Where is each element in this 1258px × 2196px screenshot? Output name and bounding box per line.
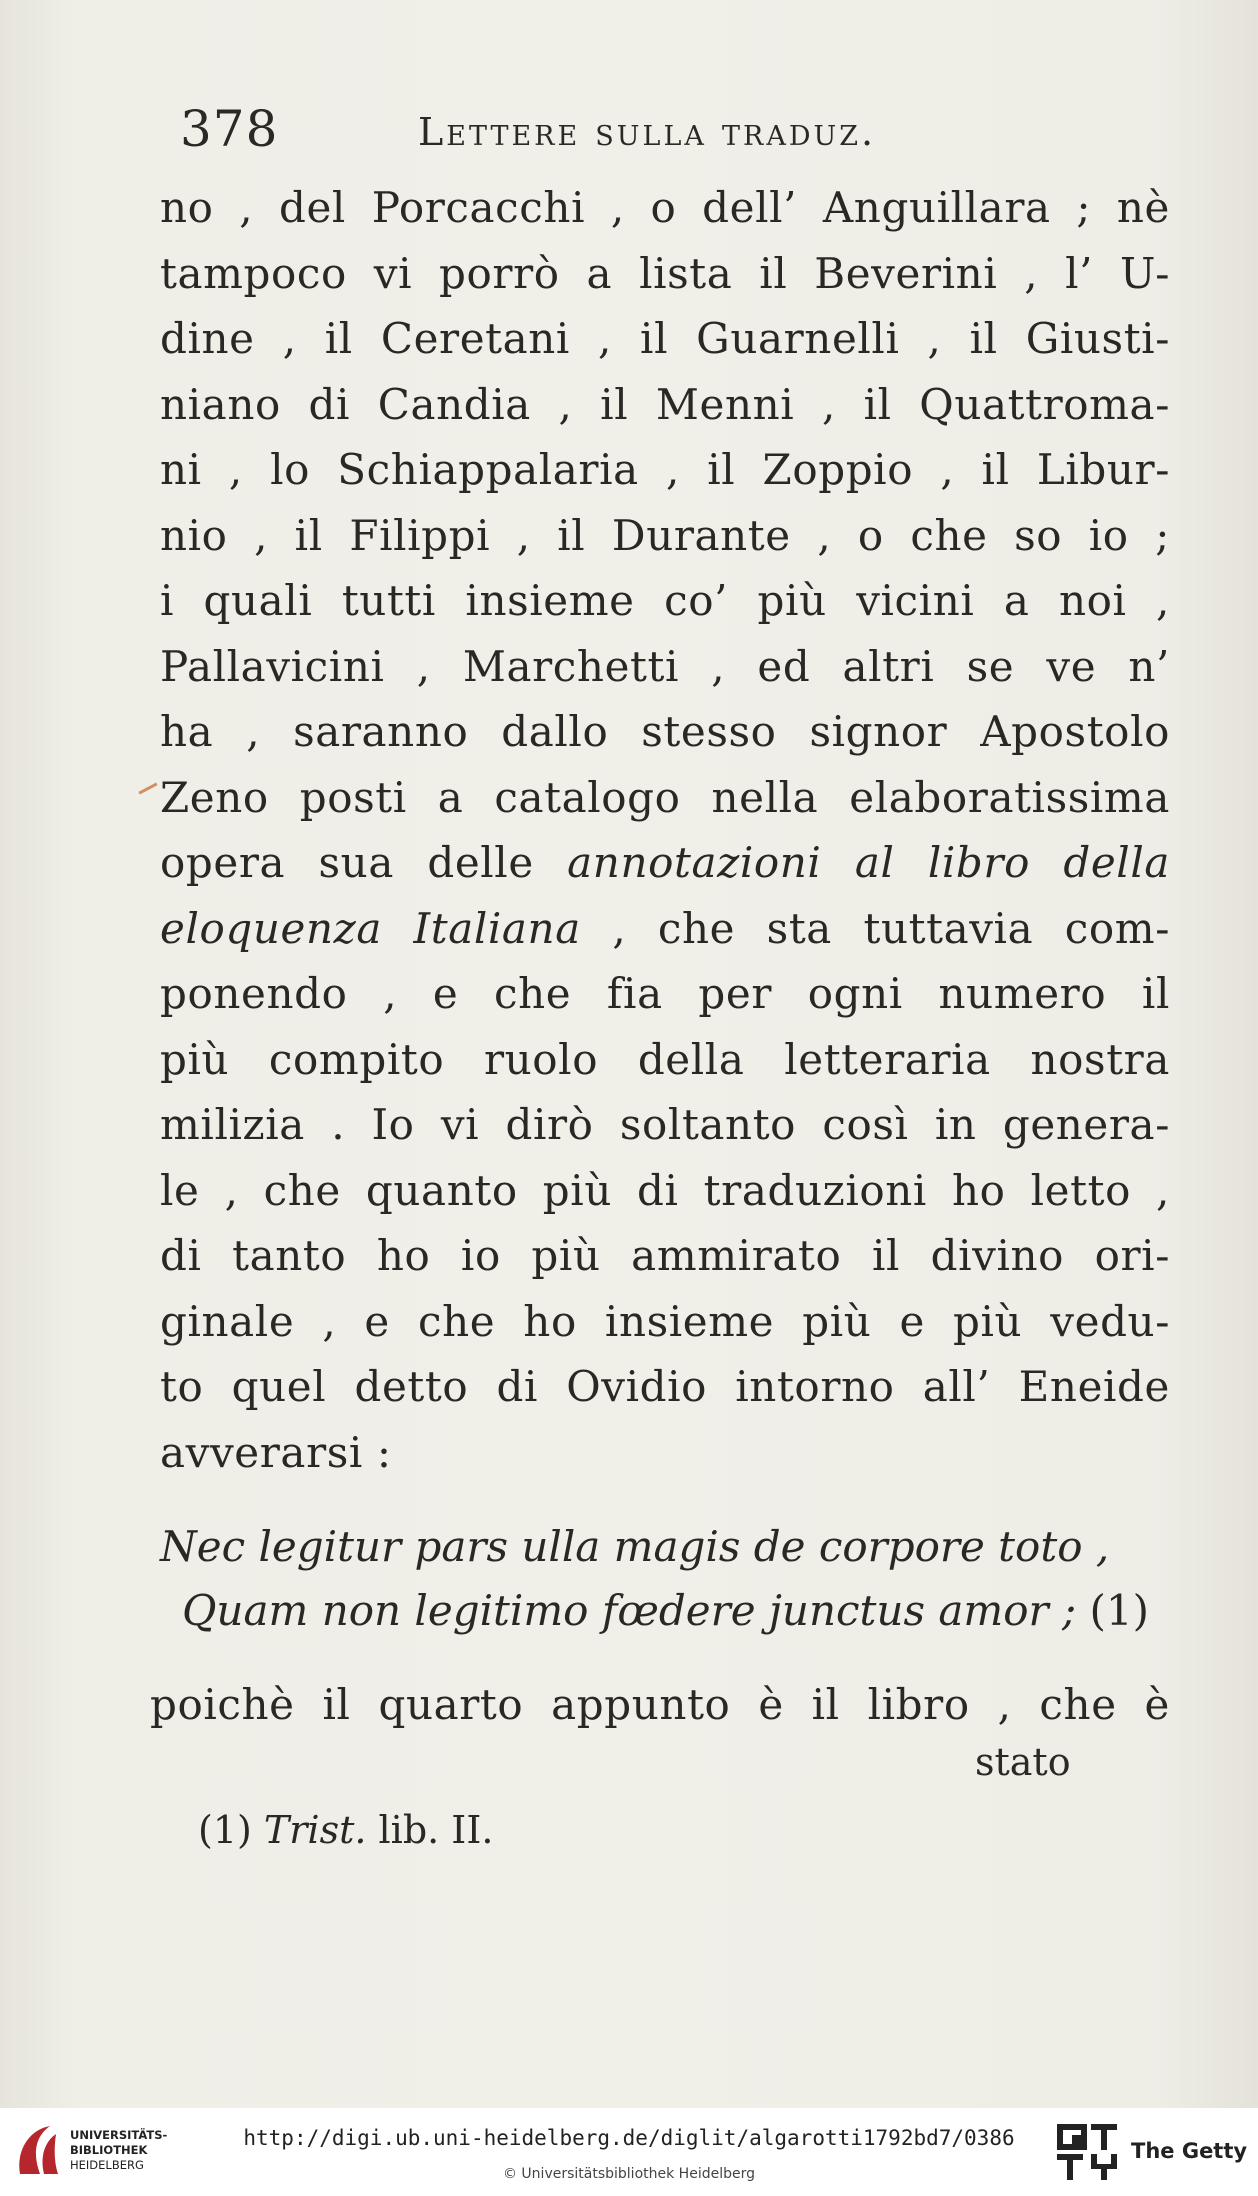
footnote-marker: (1)	[198, 1808, 252, 1852]
text-line	[160, 503, 1170, 569]
text-line	[160, 1289, 1170, 1355]
text-segment: nio , il Filippi , il Durante , o che so io ;	[160, 510, 1170, 560]
text-segment: tampoco vi porrò a lista il Beverini , l’ U-	[160, 248, 1170, 298]
footnote-reference: (1)	[1076, 1586, 1149, 1635]
text-line	[160, 765, 1170, 831]
text-segment: opera sua delle	[160, 838, 568, 887]
permalink-url[interactable]: http://digi.ub.uni-heidelberg.de/diglit/algarotti1792bd7/0386	[243, 2126, 1015, 2150]
verse-quotation	[160, 1515, 1170, 1643]
text-line	[160, 306, 1170, 372]
text-segment: i quali tutti insieme co’ più vicini a noi ,	[160, 576, 1170, 625]
library-name-line-1: UNIVERSITÄTS-	[70, 2128, 168, 2142]
text-line	[160, 1158, 1170, 1224]
catchword: stato	[975, 1740, 1071, 1784]
margin-pencil-mark	[138, 782, 157, 794]
text-line	[160, 372, 1170, 438]
text-line	[160, 961, 1170, 1027]
text-line	[160, 1420, 1170, 1486]
page-header	[180, 100, 1160, 170]
getty-logo[interactable]	[1055, 2120, 1255, 2184]
text-line	[160, 634, 1170, 700]
verse-line-1: Nec legitur pars ulla magis de corpore toto ,	[160, 1522, 1110, 1571]
text-line	[160, 830, 1170, 896]
text-segment: dine , il Ceretani , il Guarnelli , il Giusti-	[160, 314, 1170, 363]
footnote-work: Trist.	[263, 1808, 367, 1852]
text-segment: ni , lo Schiappalaria , il Zoppio , il Libur-	[160, 445, 1170, 494]
continuation-text	[150, 1670, 1170, 1740]
text-segment: to quel detto di Ovidio intorno all’ Eneide	[160, 1362, 1170, 1411]
page-number: 378	[180, 100, 279, 158]
library-name-line-2: BIBLIOTHEK	[70, 2143, 148, 2157]
text-line	[160, 1354, 1170, 1420]
text-line	[160, 437, 1170, 503]
italic-phrase: annotazioni al libro della	[567, 838, 1170, 887]
body-text	[160, 175, 1170, 1485]
text-segment: di tanto ho io più ammirato il divino ori-	[160, 1231, 1170, 1280]
text-segment: ponendo , e che fia per ogni numero il	[160, 969, 1170, 1018]
verse-line-2	[160, 1579, 1170, 1643]
text-line	[160, 1223, 1170, 1289]
text-line	[160, 568, 1170, 634]
footnote	[198, 1808, 493, 1852]
text-segment: ginale , e che ho insieme più e più vedu-	[160, 1296, 1170, 1346]
verse-line-2-text: Quam non legitimo fœdere junctus amor ;	[182, 1586, 1077, 1635]
text-segment: , che sta tuttavia com-	[580, 903, 1170, 953]
running-title: Lettere sulla traduz.	[418, 110, 877, 154]
italic-phrase: eloquenza Italiana	[160, 903, 581, 953]
text-segment: più compito ruolo della letteraria nostra	[160, 1034, 1170, 1084]
text-line	[160, 1027, 1170, 1093]
library-name-line-3: HEIDELBERG	[70, 2158, 144, 2172]
text-segment: no , del Porcacchi , o dell’ Anguillara ; nè	[160, 183, 1170, 232]
text-segment: ha , saranno dallo stesso signor Apostolo	[160, 707, 1170, 756]
viewer-footer	[0, 2108, 1258, 2196]
text-segment: Pallavicini , Marchetti , ed altri se ve n’	[160, 641, 1170, 691]
footnote-locator: lib. II.	[366, 1808, 494, 1852]
text-segment: milizia . Io vi dirò soltanto così in genera-	[160, 1100, 1170, 1149]
text-segment: Zeno posti a catalogo nella elaboratissima	[160, 772, 1170, 822]
text-line	[160, 896, 1170, 962]
text-segment: niano di Candia , il Menni , il Quattroma-	[160, 379, 1170, 429]
text-segment: le , che quanto più di traduzioni ho letto ,	[160, 1165, 1170, 1215]
text-segment: avverarsi :	[160, 1427, 392, 1477]
text-line	[160, 699, 1170, 765]
copyright-notice: © Universitätsbibliothek Heidelberg	[502, 2166, 755, 2182]
getty-mark-icon	[1055, 2120, 1121, 2184]
text-line	[160, 1092, 1170, 1158]
text-line	[160, 175, 1170, 241]
text-line	[160, 241, 1170, 307]
getty-name: The Getty	[1131, 2139, 1248, 2163]
continuation-line: poichè il quarto appunto è il libro , che è	[150, 1680, 1170, 1729]
